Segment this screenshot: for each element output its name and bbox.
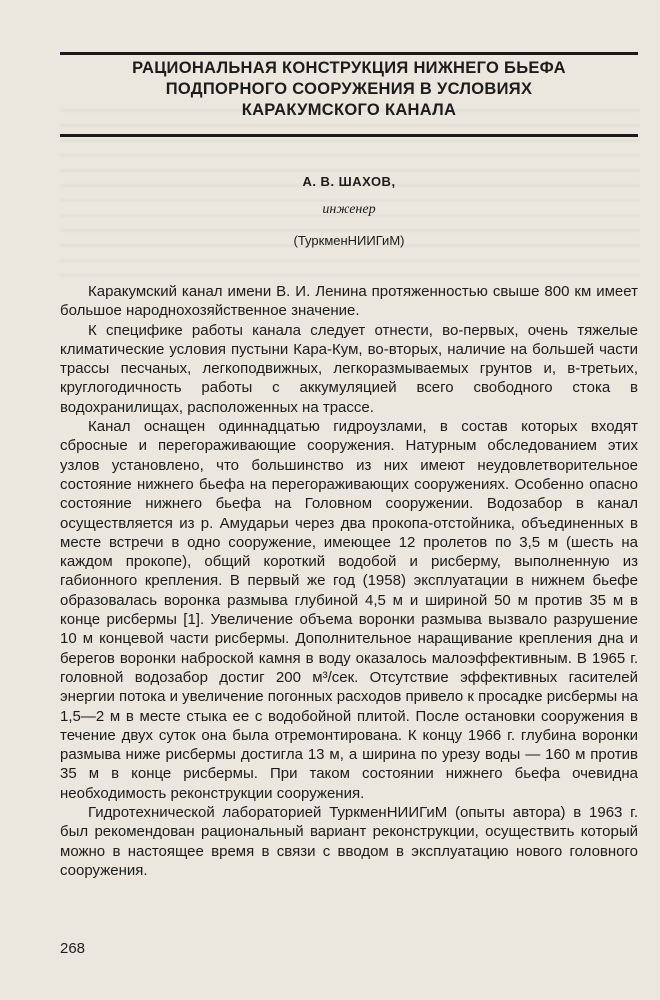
paragraph: Каракумский канал имени В. И. Ленина протяженностью свыше 800 км имеет большое народнохозяйственное значение.: [60, 283, 638, 320]
show-through-smudge: [60, 110, 640, 290]
article-title: [60, 58, 638, 121]
title-top-rule: [60, 52, 638, 55]
author-institution: (ТуркменНИИГиМ): [293, 233, 405, 248]
title-line: РАЦИОНАЛЬНАЯ КОНСТРУКЦИЯ НИЖНЕГО БЬЕФА: [132, 59, 566, 77]
author-name: А. В. ШАХОВ,: [302, 174, 396, 189]
article-body: [60, 282, 638, 880]
paragraph: К специфике работы канала следует отнести, во-первых, очень тяжелые климатические условия пустыни Кара-Кум, во-вторых, наличие на большей части трассы песчаных, легкоподвижных, легкоразмываемых грунтов и, в-третьих, круглогодичность работы с аккумуляцией всего свободного стока в водохранилищах, расположенных на трассе.: [60, 321, 638, 416]
title-line: КАРАКУМСКОГО КАНАЛА: [241, 101, 457, 119]
title-bottom-rule: [60, 134, 638, 137]
paragraph: Канал оснащен одиннадцатью гидроузлами, в состав которых входят сбросные и перегораживающие сооружения. Натурным обследованием этих узлов установлено, что большинство из них имеют неудовлетворительное состояние нижнего бьефа на перегораживающих сооружениях. Особенно опасно состояние нижнего бьефа на Головном сооружении. Водозабор в канал осуществляется из р. Амударьи через два прокопа-отстойника, объединенных в месте встречи в одно сооружение, имеющее 12 пролетов по 3,5 м (шесть на каждом прокопе), общий короткий водобой и рисберму, выполненную из габионного крепления. В первый же год (1958) эксплуатации в нижнем бьефе образовалась воронка размыва глубиной 4,5 м и шириной 50 м против 35 м в конце рисбермы [1]. Увеличение объема воронки размыва вызвало разрушение 10 м концевой части рисбермы. Дополнительное наращивание крепления дна и берегов воронки наброской камня в воду оказалось малоэффективным. В 1965 г. головной водозабор достиг 200 м³/сек. Отсутствие эффективных гасителей энергии потока и увеличение погонных расходов привело к просадке рисбермы на 1,5—2 м в месте стыка ее с водобойной плитой. После остановки сооружения в течение двух суток она была отремонтирована. К концу 1966 г. глубина воронки размыва ниже рисбермы достигла 13 м, а ширина по урезу воды — 160 м против 35 м в конце рисбермы. При таком состоянии нижнего бьефа очевидна необходимость реконструкции сооружения.: [60, 418, 638, 802]
paragraph: Гидротехнической лабораторией ТуркменНИИГиМ (опыты автора) в 1963 г. был рекомендован рациональный вариант реконструкции, осуществить который можно в настоящее время в связи с вводом в эксплуатацию нового головного сооружения.: [60, 804, 638, 879]
page-number: 268: [60, 940, 86, 957]
title-line: ПОДПОРНОГО СООРУЖЕНИЯ В УСЛОВИЯХ: [165, 80, 533, 98]
author-position: инженер: [322, 202, 376, 217]
